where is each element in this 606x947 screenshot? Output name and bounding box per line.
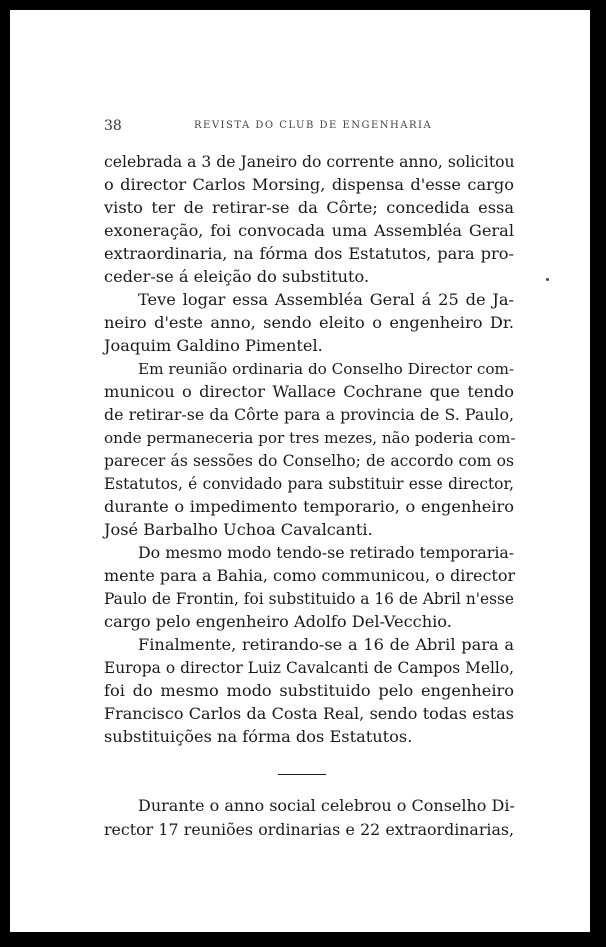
text-line: Estatutos, é convidado para substituir esse director,: [104, 475, 514, 493]
text-line: José Barbalho Uchoa Cavalcanti.: [104, 520, 373, 539]
text-line: Finalmente, retirando-se a 16 de Abril para a: [138, 635, 514, 654]
book-page: [10, 10, 590, 932]
text-line: Europa o director Luiz Cavalcanti de Campos Mello,: [104, 659, 514, 677]
text-line: foi do mesmo modo substituido pelo engenheiro: [104, 681, 514, 700]
text-line: de retirar-se da Côrte para a provincia de S. Paulo,: [104, 405, 514, 424]
text-line: o director Carlos Morsing, dispensa d'esse cargo: [104, 175, 514, 194]
page-header: [104, 118, 514, 138]
text-line: Durante o anno social celebrou o Conselho Di-: [138, 796, 515, 815]
text-line: mente para a Bahia, como communicou, o director: [104, 566, 516, 585]
text-line: Paulo de Frontin, foi substituido a 16 de Abril n'esse: [104, 590, 514, 608]
text-line: parecer ás sessões do Conselho; de accordo com os: [104, 452, 514, 470]
text-line: neiro d'este anno, sendo eleito o engenheiro Dr.: [104, 313, 514, 332]
text-line: onde permaneceria por tres mezes, não poderia com-: [104, 429, 516, 447]
text-line: Francisco Carlos da Costa Real, sendo todas estas: [104, 704, 514, 723]
page-number: 38: [104, 118, 122, 134]
text-line: exoneração, foi convocada uma Assembléa Geral: [104, 221, 514, 240]
text-line: substituições na fórma dos Estatutos.: [104, 727, 413, 746]
text-line: cargo pelo engenheiro Adolfo Del-Vecchio.: [104, 612, 452, 631]
text-line: visto ter de retirar-se da Côrte; concedida essa: [104, 198, 514, 217]
print-speck: [546, 278, 549, 281]
text-line: rector 17 reuniões ordinarias e 22 extraordinarias,: [104, 820, 514, 839]
text-line: durante o impedimento temporario, o engenheiro: [104, 497, 514, 516]
text-line: Teve logar essa Assembléa Geral á 25 de Ja-: [138, 290, 514, 309]
text-line: Joaquim Galdino Pimentel.: [104, 336, 323, 355]
text-line: municou o director Wallace Cochrane que tendo: [104, 382, 514, 401]
text-line: extraordinaria, na fórma dos Estatutos, para pro-: [104, 244, 514, 263]
text-line: Do mesmo modo tendo-se retirado temporaria-: [138, 543, 515, 562]
text-line: celebrada a 3 de Janeiro do corrente anno, solicitou: [104, 153, 515, 171]
running-title: REVISTA DO CLUB DE ENGENHARIA: [194, 120, 433, 131]
text-line: Em reunião ordinaria do Conselho Director com-: [138, 360, 514, 378]
text-line: ceder-se á eleição do substituto.: [104, 267, 370, 286]
section-divider: [278, 774, 326, 775]
